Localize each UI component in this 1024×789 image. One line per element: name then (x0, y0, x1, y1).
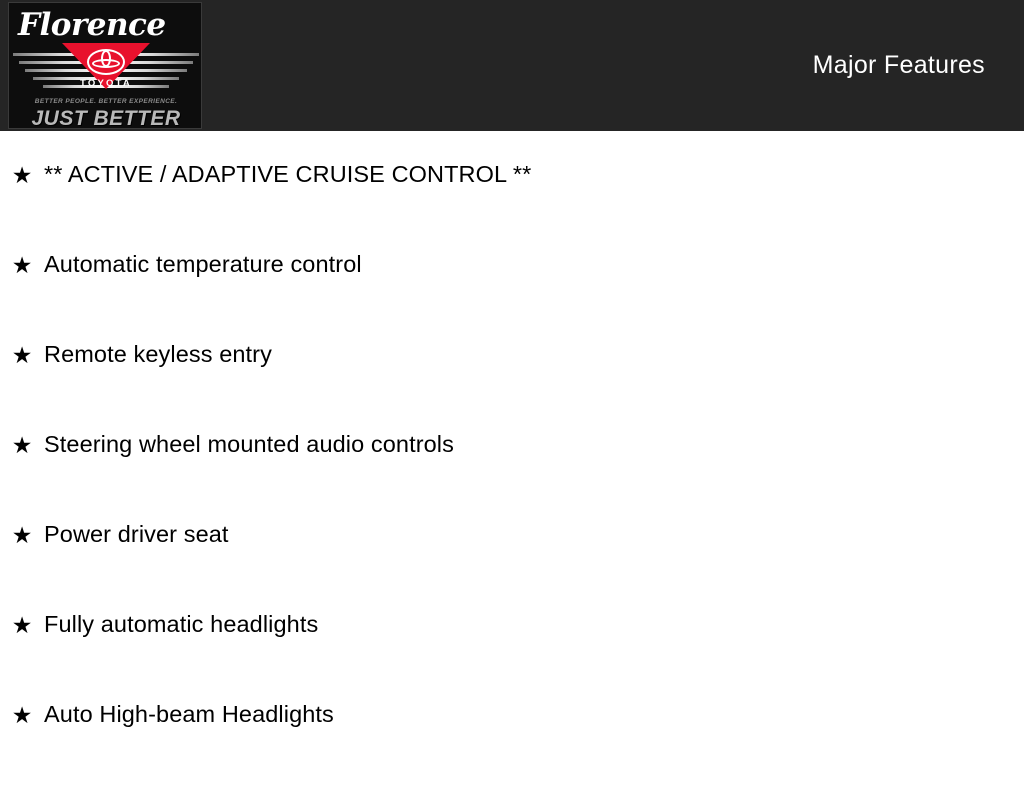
feature-list (0, 131, 1024, 768)
list-item-label: Automatic temperature control (44, 251, 362, 277)
page-title: Major Features (812, 51, 985, 79)
slide-header (0, 0, 1024, 131)
logo-script-name: Florence (18, 7, 166, 43)
logo-tagline-small: BETTER PEOPLE. BETTER EXPERIENCE. (34, 98, 178, 105)
list-item (0, 519, 1024, 609)
logo-brand-word: TOYOTA (80, 78, 132, 89)
toyota-emblem-icon (87, 49, 125, 75)
star-icon: ★ (11, 162, 33, 188)
list-item (0, 429, 1024, 519)
list-item (0, 159, 1024, 249)
star-icon: ★ (11, 432, 33, 458)
star-icon: ★ (11, 252, 33, 278)
star-icon: ★ (11, 702, 33, 728)
logo-tagline-large: JUST BETTER (31, 107, 181, 129)
list-item-label: Steering wheel mounted audio controls (44, 431, 454, 457)
star-icon: ★ (11, 522, 33, 548)
list-item-label: Fully automatic headlights (44, 611, 319, 637)
list-item (0, 699, 1024, 789)
list-item-label: Power driver seat (44, 521, 229, 547)
list-item (0, 249, 1024, 339)
list-item-label: ** ACTIVE / ADAPTIVE CRUISE CONTROL ** (44, 161, 532, 187)
list-item (0, 339, 1024, 429)
list-item (0, 609, 1024, 699)
list-item-label: Remote keyless entry (44, 341, 272, 367)
star-icon: ★ (11, 342, 33, 368)
list-item-label: Auto High-beam Headlights (44, 701, 334, 727)
star-icon: ★ (11, 612, 33, 638)
dealer-logo (8, 2, 202, 129)
